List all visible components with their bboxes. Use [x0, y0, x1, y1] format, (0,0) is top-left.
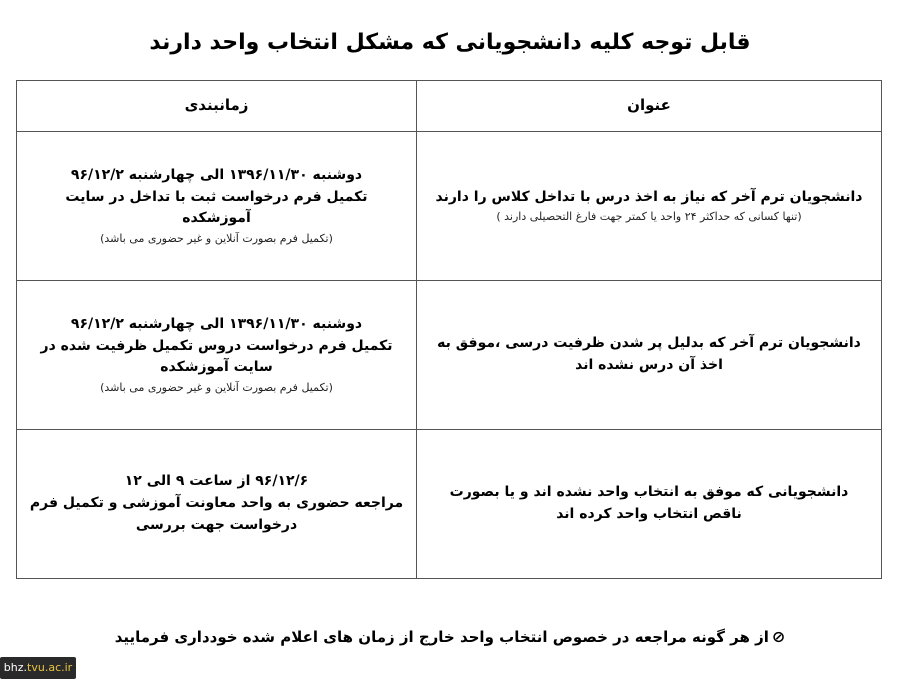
row-schedule-cell [17, 430, 417, 579]
row-title: دانشجویان ترم آخر که نیاز به اخذ درس با تداخل کلاس را دارند [435, 188, 863, 205]
row-title: دانشجویان ترم آخر که بدلیل پر شدن ظرفیت درسی ،موفق به اخذ آن درس نشده اند [437, 335, 861, 373]
logo-text-right: tvu.ac.ir [27, 661, 73, 674]
footer-warning-text: از هر گونه مراجعه در خصوص انتخاب واحد خارج از زمان های اعلام شده خودداری فرمایید [114, 628, 769, 646]
notice-title: قابل توجه کلیه دانشجویانی که مشکل انتخاب واحد دارند [149, 30, 751, 55]
row-title-note: (تنها کسانی که حداکثر ۲۴ واحد یا کمتر جهت فارغ التحصیلی دارند ) [496, 210, 802, 224]
row-title-cell [417, 132, 882, 281]
schedule-date: دوشنبه ۱۳۹۶/۱۱/۳۰ الی چهارشنبه ۹۶/۱۲/۲ [70, 166, 363, 183]
row-title: دانشجویانی که موفق به انتخاب واحد نشده اند و یا بصورت ناقص انتخاب واحد کرده اند [449, 484, 849, 522]
schedule-date: دوشنبه ۱۳۹۶/۱۱/۳۰ الی چهارشنبه ۹۶/۱۲/۲ [70, 315, 363, 332]
logo-text-left: bhz. [3, 661, 28, 674]
row-title-cell [417, 430, 882, 579]
schedule-action: تکمیل فرم درخواست دروس تکمیل ظرفیت شده در سایت آموزشکده [40, 337, 393, 376]
row-schedule-cell [17, 281, 417, 430]
schedule-action: تکمیل فرم درخواست ثبت با تداخل در سایت آموزشکده [65, 188, 368, 227]
prohibited-icon: ⊘ [771, 627, 786, 646]
site-logo[interactable] [0, 657, 76, 679]
schedule-note: (تکمیل فرم بصورت آنلاین و غیر حضوری می باشد) [100, 381, 333, 394]
schedule-action: مراجعه حضوری به واحد معاونت آموزشی و تکمیل فرم درخواست جهت بررسی [29, 495, 404, 533]
schedule-note: (تکمیل فرم بصورت آنلاین و غیر حضوری می باشد) [100, 232, 333, 245]
table-header-row [17, 81, 882, 132]
footer-warning [0, 627, 900, 646]
header-title-column: عنوان [417, 81, 882, 132]
row-schedule-cell [17, 132, 417, 281]
header-schedule-column: زمانبندی [17, 81, 417, 132]
row-title-cell [417, 281, 882, 430]
schedule-date: ۹۶/۱۲/۶ از ساعت ۹ الی ۱۲ [124, 473, 309, 490]
table-row [17, 281, 882, 430]
table-row [17, 430, 882, 579]
schedule-table [16, 80, 882, 579]
table-row [17, 132, 882, 281]
